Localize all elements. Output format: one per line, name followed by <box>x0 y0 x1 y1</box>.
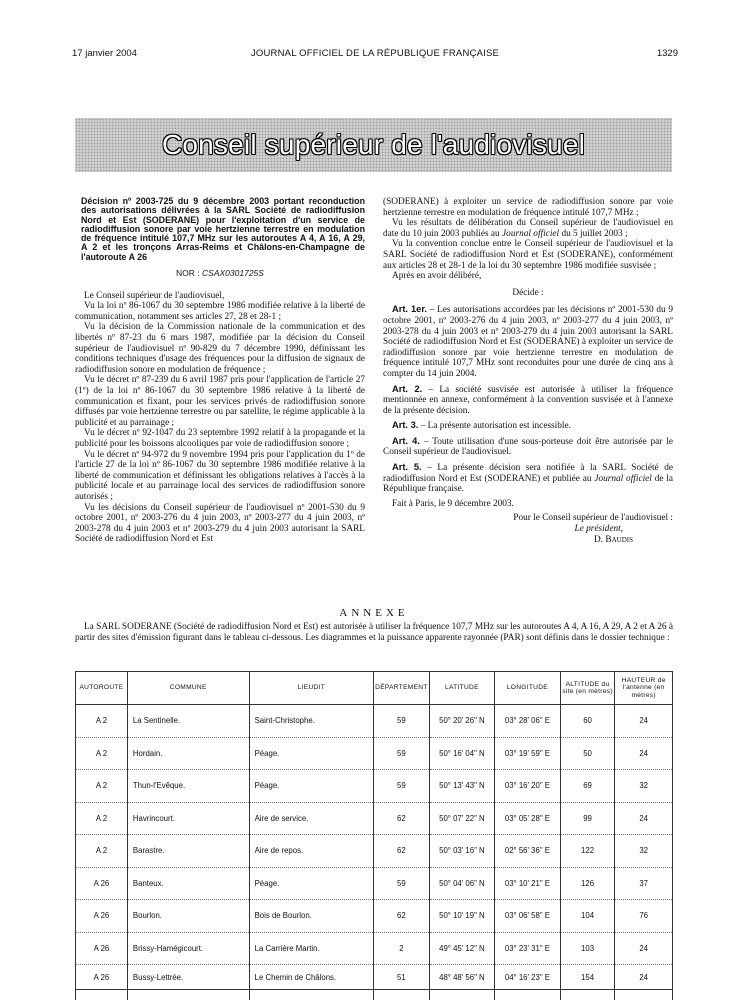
cell-autoroute: A 26 <box>76 900 128 933</box>
cell-autoroute: A 2 <box>76 705 128 738</box>
cell-lieudit: Le Chemin de Châlons. <box>249 965 374 990</box>
cell-longitude: 03° 06' 58" E <box>495 900 561 933</box>
cell-hauteur: 24 <box>615 705 673 738</box>
left-column <box>75 197 365 545</box>
cell-commune: Brissy-Hamégicourt. <box>127 932 249 965</box>
cell-commune: La Sentinelle. <box>127 705 249 738</box>
cell-departement: 59 <box>374 737 430 770</box>
page-header <box>72 48 678 62</box>
deliberation-date: du 5 juillet 2003 ; <box>561 229 627 239</box>
right-column <box>383 197 673 545</box>
cell-altitude: 50 <box>560 737 615 770</box>
cell-altitude: 154 <box>560 965 615 990</box>
annexe-text: La SARL SODERANE (Société de radiodiffusion Nord et Est) est autorisée à utiliser la fréquence 107,7 MHz sur les autoroutes A 4, A 16, A 29, A 2 et A 26 à partir des sites d'émission figurant dans le tableau ci-dessous. Les diagrammes et la puissance apparente rayonnée (PAR) sont définis dans le dossier technique : <box>75 622 673 643</box>
cell-latitude: 50° 10' 19" N <box>429 900 494 933</box>
right-paragraph: (SODERANE) à exploiter un service de radiodiffusion sonore par voie hertzienne terrestre en modulation de fréquence intitulé 107,7 MHz ; <box>383 197 673 218</box>
cell-autoroute: A 2 <box>76 770 128 803</box>
cell-departement: 62 <box>374 802 430 835</box>
cell-longitude: 03° 19' 59" E <box>495 737 561 770</box>
cell-latitude: 50° 04' 06" N <box>429 867 494 900</box>
article-text: – La présente autorisation est incessible. <box>421 421 571 431</box>
right-paragraph <box>383 218 673 239</box>
nor-label: NOR : <box>176 268 200 278</box>
cell-altitude: 69 <box>560 770 615 803</box>
cell-lieudit: Bois de Bourlon. <box>249 900 374 933</box>
left-paragraph: Vu les décisions du Conseil supérieur de l'audiovisuel nº 2001-530 du 9 octobre 2001, nº 2003-276 du 4 juin 2003, nº 2003-277 du 4 juin 2003, nº 2003-278 du 4 juin 2003 et nº 2003-279 du 4 juin 2003 autorisant la SARL Société de radiodiffusion Nord et Est <box>75 503 365 545</box>
column-header: LATITUDE <box>429 672 494 705</box>
cell-lieudit: Péage. <box>249 737 374 770</box>
cell-hauteur: 32 <box>615 835 673 868</box>
article <box>383 420 673 432</box>
article-text: – Toute utilisation d'une sous-porteuse doit être autorisée par le Conseil supérieur de l'audiovisuel. <box>383 437 673 458</box>
deliberation-text: Vu les résultats de délibération du Conseil supérieur de l'audiovisuel en date du 10 juin 2003 publiés au <box>383 218 673 239</box>
right-paragraph: Après en avoir délibéré, <box>383 271 673 282</box>
cell-commune: Banteux. <box>127 867 249 900</box>
issue-date: 17 janvier 2004 <box>72 48 137 59</box>
cell-commune: Hordain. <box>127 737 249 770</box>
left-paragraph: Vu le décret nº 94-972 du 9 novembre 1994 pris pour l'application du 1º de l'article 27 de la loi nº 86-1067 du 30 septembre 1986 modifiée relative à la liberté de communication et définissant les obligations relatives à l'accès à la publicité locale et au parrainage local des services de radiodiffusion sonore autorisés ; <box>75 450 365 503</box>
cell-altitude: 60 <box>560 705 615 738</box>
cell-commune: Thun-l'Evêque. <box>127 770 249 803</box>
table-continuation <box>76 990 673 1000</box>
decide-heading: Décide : <box>383 288 673 299</box>
table-row <box>76 705 673 738</box>
cell-longitude: 02° 56' 36" E <box>495 835 561 868</box>
cell-autoroute: A 26 <box>76 932 128 965</box>
table-row <box>76 737 673 770</box>
column-header: LONGITUDE <box>495 672 561 705</box>
article-text-end: de la République française. <box>383 474 673 495</box>
cell-departement: 2 <box>374 932 430 965</box>
cell-longitude: 03° 28' 06" E <box>495 705 561 738</box>
cell-latitude: 50° 16' 04" N <box>429 737 494 770</box>
signature-name: D. Baudis <box>383 535 673 546</box>
article <box>383 304 673 379</box>
article-label: Art. 5. <box>392 462 422 472</box>
column-header: AUTOROUTE <box>76 672 128 705</box>
cell-altitude: 103 <box>560 932 615 965</box>
cell-latitude: 50° 07' 22" N <box>429 802 494 835</box>
article-text: – La présente décision sera notifiée à la SARL Société de radiodiffusion Nord et Est (SODERANE) et publiée au <box>383 463 673 484</box>
cell-autoroute: A 2 <box>76 737 128 770</box>
section-banner: Conseil supérieur de l'audiovisuel <box>75 118 672 172</box>
cell-autoroute: A 2 <box>76 802 128 835</box>
cell-commune: Bussy-Lettrée. <box>127 965 249 990</box>
cell-autoroute: A 26 <box>76 965 128 990</box>
nor-code: CSAX0301725S <box>202 268 264 278</box>
cell-latitude: 50° 13' 43" N <box>429 770 494 803</box>
cell-latitude: 50° 20' 26" N <box>429 705 494 738</box>
article-label: Art. 2. <box>392 384 422 394</box>
left-paragraph: Vu la loi nº 86-1067 du 30 septembre 1986 modifiée relative à la liberté de communication, notamment ses articles 27, 28 et 28-1 ; <box>75 301 365 322</box>
article <box>383 384 673 417</box>
left-paragraph: Vu la décision de la Commission nationale de la communication et des libertés nº 87-23 du 6 mars 1987, modifiée par la décision du Conseil supérieur de l'audiovisuel nº 90-829 du 7 décembre 1990, définissant les conditions techniques d'usage des fréquences pour la diffusion de signaux de radiodiffusion sonore en modulation de fréquence ; <box>75 322 365 375</box>
left-paragraph: Le Conseil supérieur de l'audiovisuel, <box>75 291 365 302</box>
cell-longitude: 03° 23' 31" E <box>495 932 561 965</box>
column-header: ALTITUDE du site (en mètres) <box>560 672 615 705</box>
signature-role: Le président, <box>383 524 673 535</box>
table-header-row <box>76 672 673 705</box>
cell-departement: 51 <box>374 965 430 990</box>
cell-longitude: 03° 05' 28" E <box>495 802 561 835</box>
cell-departement: 59 <box>374 867 430 900</box>
cell-autoroute: A 2 <box>76 835 128 868</box>
cell-lieudit: Péage. <box>249 867 374 900</box>
column-header: HAUTEUR de l'antenne (en mètres) <box>615 672 673 705</box>
annexe-title: ANNEXE <box>0 607 748 619</box>
article-label: Art. 4. <box>392 436 420 446</box>
table-row <box>76 965 673 990</box>
table-row <box>76 835 673 868</box>
cell-altitude: 122 <box>560 835 615 868</box>
cell-commune: Bourlon. <box>127 900 249 933</box>
cell-longitude: 04° 16' 23" E <box>495 965 561 990</box>
cell-altitude: 104 <box>560 900 615 933</box>
nor-reference <box>75 268 365 279</box>
table-row <box>76 802 673 835</box>
decision-title: Décision nº 2003-725 du 9 décembre 2003 portant reconduction des autorisations délivrées à la SARL Société de radiodiffusion Nord et Est (SODERANE) pour l'exploitation d'un service de radiodiffusion sonore par voie hertzienne terrestre en modulation de fréquence intitulé 107,7 MHz sur les autoroutes A 4, A 16, A 29, A 2 et les tronçons Arras-Reims et Châlons-en-Champagne de l'autoroute A 26 <box>81 197 365 262</box>
done-at: Fait à Paris, le 9 décembre 2003. <box>383 499 673 510</box>
sites-table <box>75 671 673 1000</box>
cell-altitude: 99 <box>560 802 615 835</box>
cell-departement: 62 <box>374 900 430 933</box>
column-header: COMMUNE <box>127 672 249 705</box>
cell-hauteur: 76 <box>615 900 673 933</box>
cell-autoroute: A 26 <box>76 867 128 900</box>
article-label: Art. 3. <box>392 420 418 430</box>
cell-longitude: 03° 10' 21" E <box>495 867 561 900</box>
left-paragraph: Vu le décret nº 87-239 du 6 avril 1987 pris pour l'application de l'article 27 (1º) de la loi nº 86-1067 du 30 septembre 1986 relative à la liberté de communication et fixant, pour les services privés de radiodiffusion sonore diffusés par voie hertzienne terrestre ou par satellite, le régime applicable à la publicité et au parrainage ; <box>75 375 365 428</box>
article <box>383 436 673 458</box>
cell-hauteur: 24 <box>615 965 673 990</box>
cell-commune: Havrincourt. <box>127 802 249 835</box>
page-number: 1329 <box>657 48 678 59</box>
cell-lieudit: Péage. <box>249 770 374 803</box>
table-row <box>76 770 673 803</box>
column-header: DÉPARTEMENT <box>374 672 430 705</box>
cell-hauteur: 24 <box>615 737 673 770</box>
right-paragraph: Vu la convention conclue entre le Conseil supérieur de l'audiovisuel et la SARL Société de radiodiffusion Nord et Est (SODERANE), conformément aux articles 28 et 28-1 de la loi du 30 septembre 1986 modifiée susvisée ; <box>383 239 673 271</box>
journal-title: JOURNAL OFFICIEL DE LA RÉPUBLIQUE FRANÇAISE <box>72 48 678 59</box>
article-text: – La société susvisée est autorisée à utiliser la fréquence mentionnée en annexe, conformément à la convention susvisée et à l'annexe de la présente décision. <box>383 385 673 416</box>
cell-departement: 59 <box>374 705 430 738</box>
signature-block <box>383 513 673 545</box>
cell-latitude: 50° 03' 16" N <box>429 835 494 868</box>
journal-officiel-ref: Journal officiel <box>594 474 652 484</box>
cell-departement: 62 <box>374 835 430 868</box>
cell-altitude: 126 <box>560 867 615 900</box>
cell-hauteur: 24 <box>615 802 673 835</box>
journal-officiel-ref: Journal officiel <box>502 229 559 239</box>
table-row <box>76 932 673 965</box>
cell-lieudit: Aire de service. <box>249 802 374 835</box>
cell-hauteur: 37 <box>615 867 673 900</box>
cell-commune: Barastre. <box>127 835 249 868</box>
cell-latitude: 49° 45' 12" N <box>429 932 494 965</box>
cell-hauteur: 24 <box>615 932 673 965</box>
table-row <box>76 867 673 900</box>
cell-lieudit: Saint-Christophe. <box>249 705 374 738</box>
article-text: – Les autorisations accordées par les décisions nº 2001-530 du 9 octobre 2001, nº 2003-276 du 4 juin 2003, nº 2003-277 du 4 juin 2003, nº 2003-278 du 4 juin 2003 et nº 2003-279 du 4 juin 2003 autorisant la SARL Société de radiodiffusion Nord et Est (SODERANE) à exploiter un service de radiodiffusion sonore par voie hertzienne terrestre en modulation de fréquence intitulé 107,7 MHz sont reconduites pour une durée de cinq ans à compter du 14 juin 2004. <box>383 305 673 379</box>
left-paragraph: Vu le décret nº 92-1047 du 23 septembre 1992 relatif à la propagande et la publicité pour les boissons alcooliques par voie de radiodiffusion sonore ; <box>75 428 365 449</box>
article <box>383 462 673 495</box>
cell-lieudit: La Carrière Martin. <box>249 932 374 965</box>
cell-lieudit: Aire de repos. <box>249 835 374 868</box>
table-row <box>76 900 673 933</box>
cell-longitude: 03° 16' 20" E <box>495 770 561 803</box>
cell-departement: 59 <box>374 770 430 803</box>
article-label: Art. 1er. <box>392 304 427 314</box>
signature-for: Pour le Conseil supérieur de l'audiovisuel : <box>383 513 673 524</box>
column-header: LIEUDIT <box>249 672 374 705</box>
cell-hauteur: 32 <box>615 770 673 803</box>
cell-latitude: 48° 48' 56" N <box>429 965 494 990</box>
